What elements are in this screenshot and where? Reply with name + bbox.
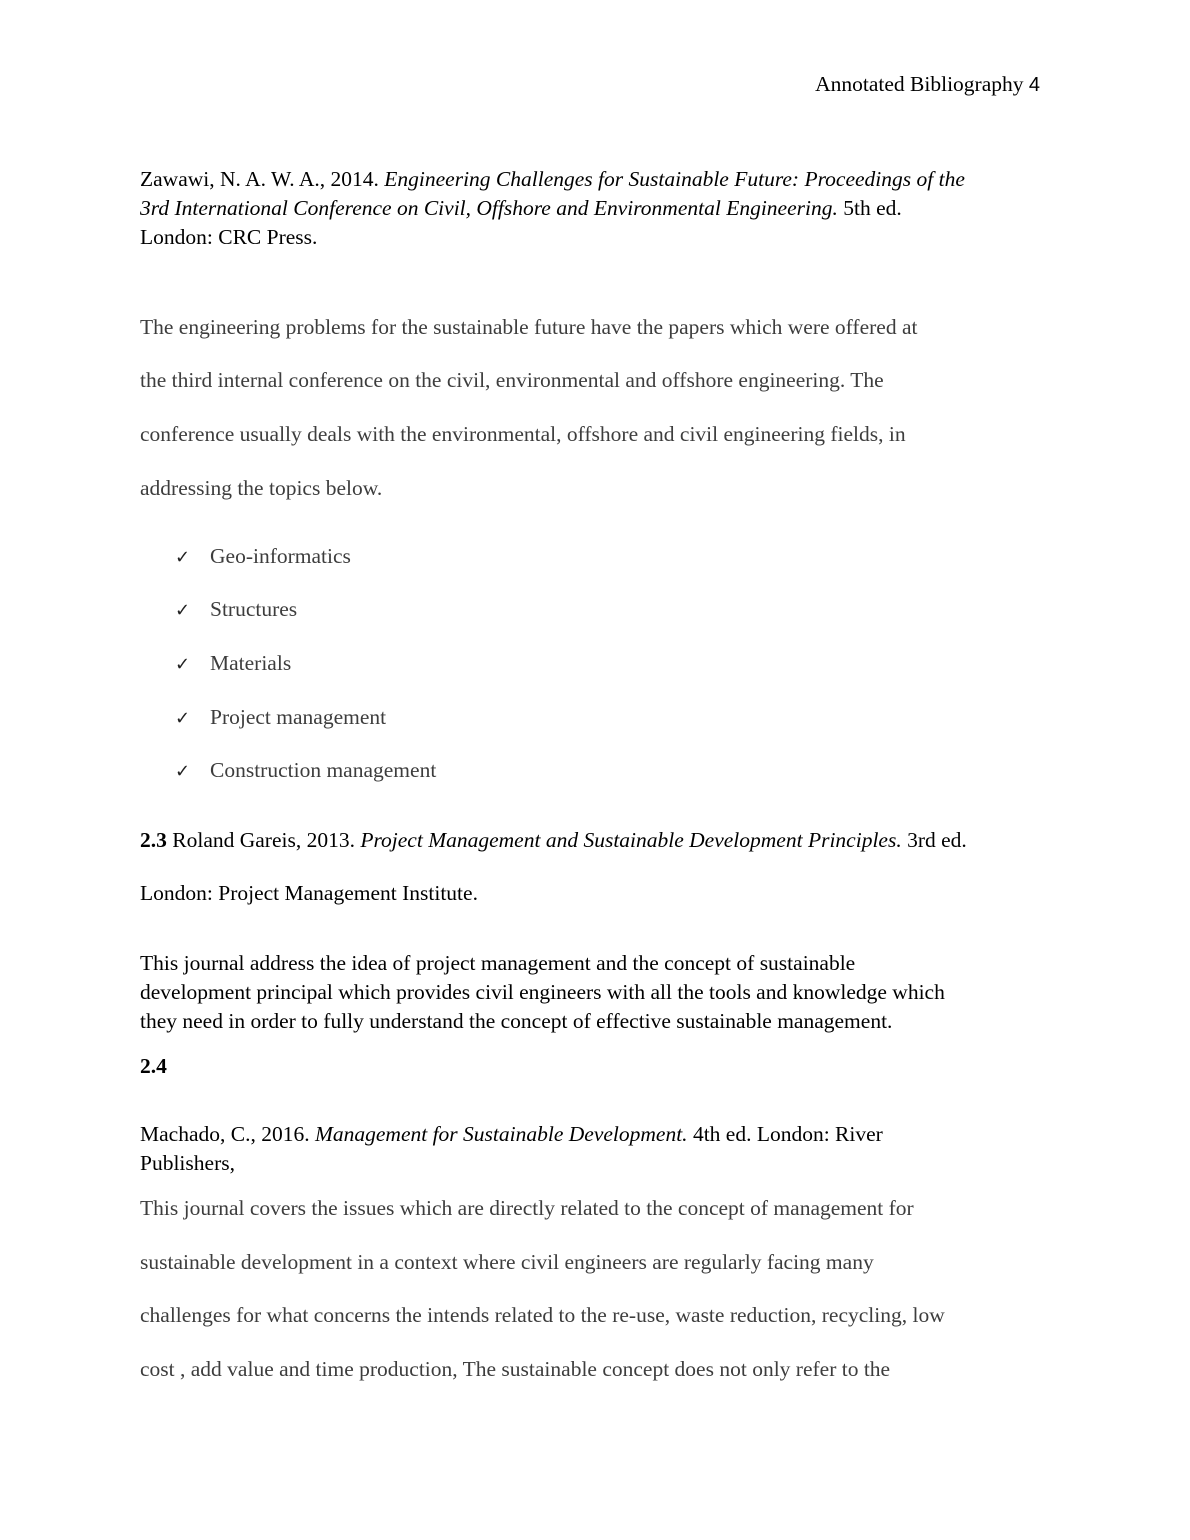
entry3-citation-line2: Publishers,: [140, 1151, 235, 1175]
entry3-author-year: Machado, C., 2016.: [140, 1122, 315, 1146]
entry3-annotation-line: cost , add value and time production, The sustainable concept does not only refer to the: [140, 1357, 891, 1381]
topic-list-item: [175, 542, 351, 572]
entry2-annotation-line: This journal address the idea of project management and the concept of sustainable: [140, 951, 856, 975]
topic-label: Structures: [210, 597, 298, 621]
entry2-publisher: London: Project Management Institute.: [140, 881, 478, 905]
topic-list-item: [175, 756, 436, 786]
check-mark-icon: ✓: [175, 654, 191, 675]
entry1-title-part2: 3rd International Conference on Civil, Offshore and Environmental Engineering.: [140, 196, 838, 220]
entry1-annotation-line: the third internal conference on the civil, environmental and offshore engineering. The: [140, 368, 884, 392]
entry2-annotation: [140, 949, 1050, 1036]
check-mark-icon: ✓: [175, 708, 191, 729]
topic-label: Project management: [210, 705, 387, 729]
topic-label: Geo-informatics: [210, 544, 351, 568]
entry1-annotation-line: conference usually deals with the environmental, offshore and civil engineering fields, in: [140, 422, 906, 446]
entry3-annotation-line: challenges for what concerns the intends related to the re-use, waste reduction, recycling, low: [140, 1303, 945, 1327]
entry1-citation: [140, 165, 1050, 252]
entry3-edition-publisher: 4th ed. London: River: [687, 1122, 883, 1146]
topic-label: Materials: [210, 651, 292, 675]
entry1-title-part1: Engineering Challenges for Sustainable Future: Proceedings of the: [384, 167, 965, 191]
check-mark-icon: ✓: [175, 761, 191, 782]
topic-list-item: [175, 595, 297, 625]
entry2-edition: 3rd ed.: [901, 828, 967, 852]
entry3-annotation-line: sustainable development in a context where civil engineers are regularly facing many: [140, 1250, 874, 1274]
entry1-edition: 5th ed.: [837, 196, 902, 220]
check-mark-icon: ✓: [175, 600, 191, 621]
entry1-citation-line2: [140, 194, 1050, 223]
topic-label: Construction management: [210, 758, 437, 782]
entry1-annotation-line: addressing the topics below.: [140, 476, 383, 500]
entry1-citation-line1: [140, 165, 1050, 194]
entry3-annotation-line: This journal covers the issues which are directly related to the concept of management for: [140, 1196, 914, 1220]
entry2-annotation-line: development principal which provides civil engineers with all the tools and knowledge which: [140, 980, 945, 1004]
entry2-citation-line1: [140, 826, 967, 854]
entry3-title: Management for Sustainable Development.: [314, 1122, 688, 1146]
header-title: Annotated Bibliography: [815, 72, 1024, 96]
entry2-section-number: 2.3: [140, 828, 167, 852]
entry3-citation: [140, 1120, 1050, 1178]
entry3-section-number: [140, 1052, 167, 1080]
topic-list-item: [175, 703, 386, 733]
running-header: [815, 70, 1040, 99]
entry2-annotation-line: they need in order to fully understand the concept of effective sustainable management.: [140, 1009, 893, 1033]
entry1-publisher: London: CRC Press.: [140, 225, 318, 249]
entry1-author-year: Zawawi, N. A. W. A., 2014.: [140, 167, 385, 191]
check-mark-icon: ✓: [175, 547, 191, 568]
entry1-annotation-line: The engineering problems for the sustainable future have the papers which were offered at: [140, 315, 918, 339]
topic-list-item: [175, 649, 291, 679]
page-number: 4: [1028, 74, 1040, 96]
entry2-title: Project Management and Sustainable Development Principles.: [360, 828, 902, 852]
entry2-author-year: Roland Gareis, 2013.: [166, 828, 361, 852]
entry3-citation-line1: [140, 1120, 1050, 1149]
entry3-section-number-text: 2.4: [140, 1054, 167, 1078]
